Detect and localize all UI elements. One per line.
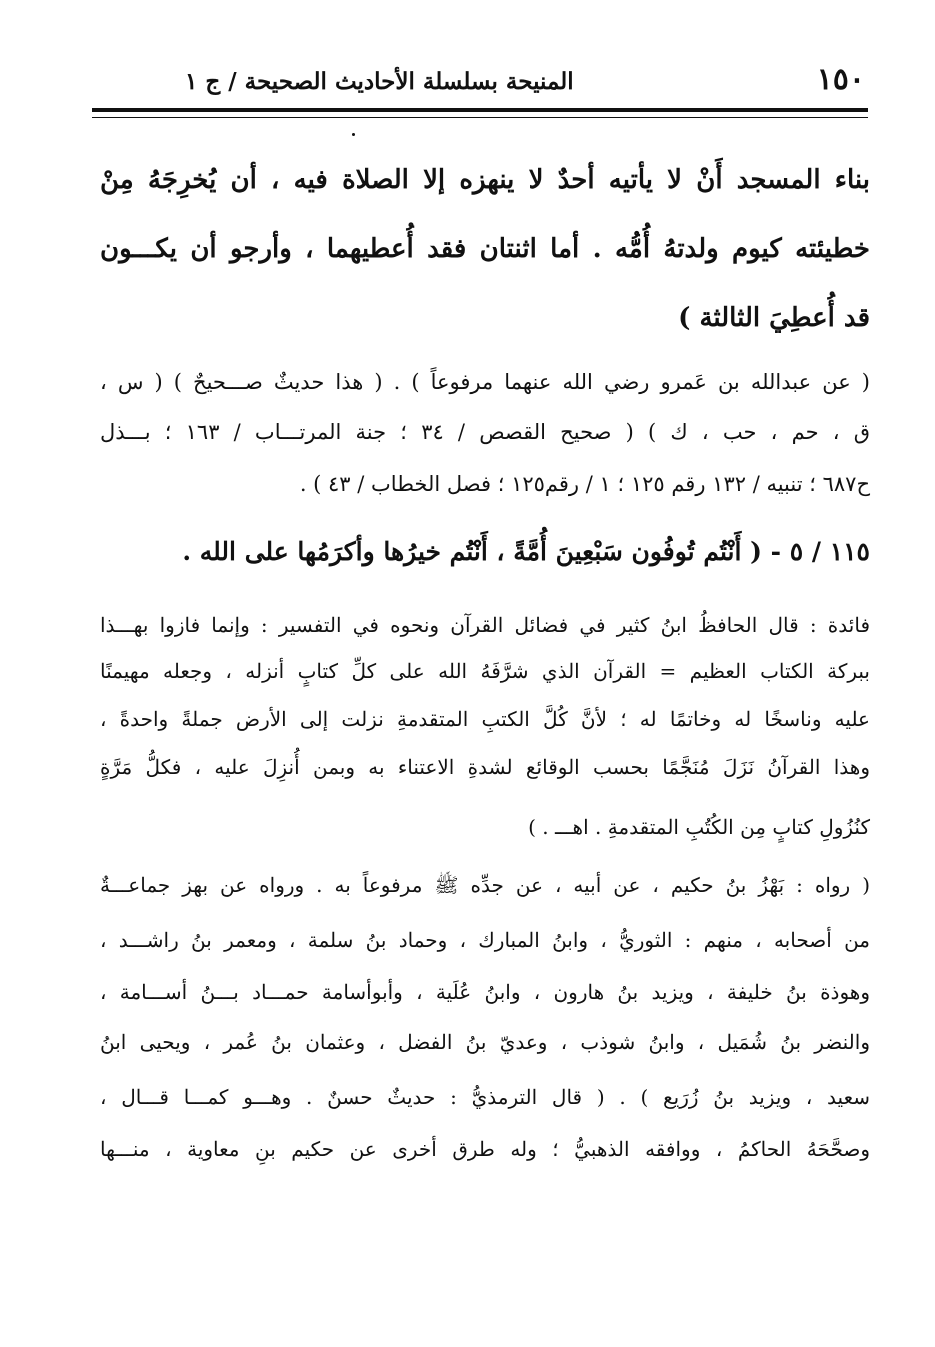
riwaya-line-3: وهوذة بنُ خليفة ، ويزيد بنُ هارون ، وابنُ عُلَية ، وأبوأسامة حمـــاد بـــنُ أســـامة ، bbox=[100, 980, 870, 1004]
takhrij-line-2: ق ، حم ، حب ، ك ) ( صحيح القصص / ٣٤ ؛ جنة المرتـــاب / ١٦٣ ؛ بـــذل bbox=[100, 420, 871, 444]
faida-line-5: كنُزُولِ كتابٍ مِن الكُتُبِ المتقدمةِ . اهـــ . ) bbox=[528, 815, 870, 839]
takhrij-line-1: ( عن عبدالله بن عَمرو رضي الله عنهما مرفوعاً ) . ( هذا حديثٌ صـــحيحٌ ) ( س ، bbox=[100, 370, 870, 394]
faida-line-1: فائدة : قال الحافظُ ابنُ كثير في فضائل القرآن ونحوه في التفسير : وإنما فازوا بهـــذا bbox=[100, 613, 870, 637]
faida-line-4: وهذا القرآنُ نَزَلَ مُنَجَّمًا بحسب الوقائع لشدةِ الاعتناء به وبمن أُنزِلَ عليه ، فكلُّ مَرَّةٍ bbox=[100, 755, 870, 779]
hadith-text-line-1: بناء المسجد أَنْ لا يأتيه أحدٌ لا ينهزه إلا الصلاة فيه ، أن يُخرِجَهُ مِنْ bbox=[100, 165, 870, 195]
riwaya-line-4: والنضر بنُ شُمَيل ، وابنُ شوذب ، وعديّ بنُ الفضل ، وعثمان بنُ عُمر ، ويحيى ابنُ bbox=[100, 1030, 870, 1054]
page-header bbox=[90, 58, 865, 110]
ink-dot bbox=[352, 133, 355, 136]
hadith-text-line-2: خطيئته كيوم ولدتهُ أُمُّه . أما اثنتان فقد أُعطيهما ، وأرجو أن يكـــون bbox=[100, 234, 870, 264]
faida-line-3: عليه وناسخًا له وخاتمًا له ؛ لأنَّ كُلَّ الكتبِ المتقدمةِ نزلت إلى الأرض جملةً واحدةً ، bbox=[100, 707, 870, 731]
riwaya-line-1: ( رواه : بَهْزُ بنُ حكيم ، عن أبيه ، عن جدِّه ﷺ مرفوعاً به . ورواه عن بهز جماعـــةٌ bbox=[100, 873, 870, 897]
page-number: ١٥٠ bbox=[816, 62, 865, 97]
riwaya-line-2: من أصحابه ، منهم : الثوريُّ ، وابنُ المبارك ، وحماد بنُ سلمة ، ومعمر بنُ راشـــد ، bbox=[100, 928, 870, 952]
riwaya-line-6: وصحَّحَهُ الحاكمُ ، ووافقه الذهبيُّ ؛ وله طرق أخرى عن حكيم بنِ معاوية ، منـــها bbox=[100, 1137, 870, 1161]
hadith-text-line-3: قد أُعطِيَ الثالثة ) bbox=[678, 303, 870, 333]
header-rule-thin bbox=[92, 117, 868, 118]
header-rule-thick bbox=[92, 108, 868, 112]
faida-line-2: ببركة الكتاب العظيم = القرآن الذي شرَّفَهُ الله على كلِّ كتابٍ أنزله ، وجعله مهيمنًا bbox=[100, 659, 870, 683]
hadith-115-heading: ١١٥ / ٥ - ( أَنْتُم تُوفُون سَبْعِينَ أُمَّةً ، أَنْتُم خيرُها وأكرَمُها على الله . bbox=[182, 537, 870, 566]
running-title: المنيحة بسلسلة الأحاديث الصحيحة / ج ١ bbox=[185, 68, 574, 95]
takhrij-line-3: ح٦٨٧ ؛ تنبيه / ١٣٢ رقم ١٢٥ ؛ ١ / رقم١٢٥ ؛ فصل الخطاب / ٤٣ ) . bbox=[299, 472, 870, 496]
riwaya-line-5: سعيد ، ويزيد بنُ زُرَيع ) . ( قال الترمذيُّ : حديثٌ حسنٌ . وهـــو كمـــا قـــال ، bbox=[100, 1085, 870, 1109]
